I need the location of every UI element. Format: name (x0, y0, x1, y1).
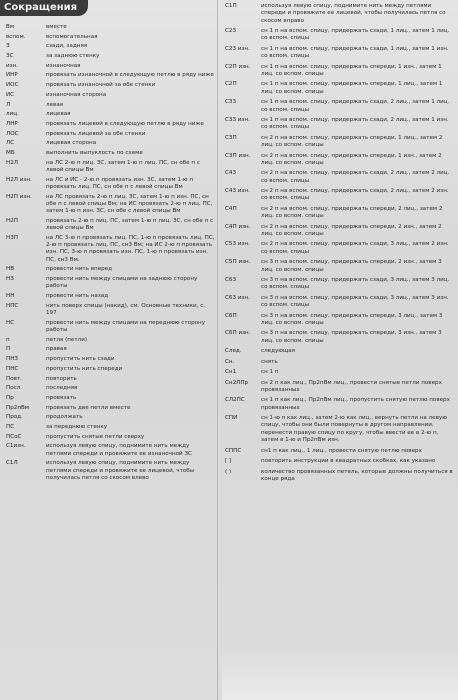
abbreviation-entry (221, 117, 455, 132)
abbreviation-entry (221, 46, 455, 61)
abbreviation-term: След. (225, 348, 242, 355)
abbreviation-definition: продолжать (46, 414, 83, 421)
abbreviation-entry (221, 369, 455, 376)
abbreviation-term: С63 (225, 277, 237, 284)
abbreviation-entry (221, 259, 455, 274)
abbreviation-entry (2, 92, 216, 99)
abbreviation-term: Повт. (6, 375, 22, 382)
abbreviation-term: С23 изн. (225, 45, 250, 52)
abbreviation-term: ИОС (6, 82, 19, 89)
abbreviation-term: Н3П (6, 234, 18, 241)
abbreviation-term: Посл. (6, 385, 23, 392)
abbreviation-entry (2, 24, 216, 31)
abbreviation-definition: сн 1 п как лиц., Пр2пВм лиц., пропустить снятую петлю поверх провязанных (261, 397, 450, 411)
abbreviation-definition: лицевая сторона (46, 140, 97, 147)
abbreviation-definition: сн 1 п на вспом. спицу, придержать сзади, 1 лиц., затем 1 изн. со вспом. спицы (261, 45, 449, 60)
abbreviation-entry (2, 405, 216, 412)
abbreviation-definition: сн 1 п на вспом. спицу, придержать спереди, 1 лиц., затем 1 лиц. со вспом. спицы (261, 81, 443, 95)
abbreviation-definition: провязать 2-ю п лиц. ПС, затем 1-ю п лиц. ЗС, сн обе п с левой спицы Вм (46, 217, 214, 232)
abbreviation-definition: сн 1 п на вспом. спицу, придержать сзади, 2 лиц., затем 1 лиц. со вспом. спицы (261, 99, 450, 113)
abbreviation-term: ( ) (225, 468, 232, 475)
abbreviation-definition: сн 3 п на вспом. спицу, придержать спереди, 2 изн., затем 3 лиц. со вспом. спицы (261, 259, 442, 273)
abbreviation-entry (221, 188, 455, 203)
abbreviation-term: ЛОС (6, 130, 19, 137)
abbreviation-term: С33 изн. (225, 116, 250, 123)
abbreviation-entry (221, 415, 455, 444)
abbreviation-definition: выполнить выпуклость по схеме (46, 149, 143, 156)
abbreviation-definition: провести нить между спицами на заднюю сторону работы (46, 276, 198, 290)
abbreviation-definition: провязать изнаночной за обе стенки (46, 82, 156, 89)
abbreviation-definition: сн 2 п как лиц., Пр2пВм лиц., провести снятые петли поверх провязанных (261, 379, 442, 393)
abbreviation-definition: сн 3 п на вспом. спицу, придержать сзади, 3 лиц., затем 3 изн. со вспом. спицы (261, 294, 449, 309)
abbreviation-entry (2, 366, 216, 373)
abbreviation-entry (2, 102, 216, 109)
abbreviation-definition: петля (петли) (46, 336, 88, 343)
abbreviation-entry (2, 414, 216, 421)
abbreviation-definition: сн 1 п на вспом. спицу, придержать сзади, 2 лиц., затем 1 изн. со вспом. спицы (261, 116, 449, 131)
abbreviation-term: Прод. (6, 414, 23, 421)
abbreviation-entry (221, 397, 455, 412)
abbreviation-term: С33 (225, 99, 237, 106)
abbreviation-definition: пропустить снятые петли сверху (46, 433, 145, 440)
abbreviation-entry (2, 82, 216, 89)
abbreviation-definition: провязать (46, 394, 77, 401)
abbreviation-entry (2, 194, 216, 216)
abbreviation-term: изн. (6, 62, 19, 69)
abbreviation-term: ПНС (6, 365, 19, 372)
abbreviation-definition: провязать изнаночной в следующую петлю в ряду ниже (46, 72, 214, 79)
abbreviation-term: ПНЗ (6, 356, 18, 363)
abbreviation-entry (221, 64, 455, 79)
abbreviation-entry (221, 295, 455, 310)
abbreviation-term: ЛНР (6, 120, 18, 127)
abbreviation-term: С43 изн. (225, 188, 250, 195)
abbreviation-entry (2, 395, 216, 402)
abbreviation-definition: повторить инструкции в квадратных скобках, как указано (261, 458, 436, 465)
abbreviation-entry (2, 34, 216, 41)
abbreviation-term: ПСоС (6, 433, 22, 440)
abbreviation-term: НПС (6, 302, 19, 309)
abbreviation-definition: за заднюю стенку (46, 53, 100, 60)
abbreviation-definition: провязать лицевой за обе стенки (46, 130, 146, 137)
abbreviation-term: вспом. (6, 33, 26, 40)
abbreviation-definition: на ЛС и ИС - 2-ю п провязать изн. ЗС, затем 1-ю п провязать лиц. ПС, сн обе п с левой спицы Вм (46, 176, 194, 190)
abbreviation-term: Сн2ЛПр (225, 379, 249, 386)
abbreviation-term: С23 (225, 28, 237, 35)
abbreviation-term: НН (6, 293, 15, 300)
abbreviation-term: С63 изн. (225, 294, 250, 301)
abbreviation-definition: сн 3 п на вспом. спицу, придержать спереди, 3 лиц., затем 3 лиц. со вспом. спицы (261, 312, 443, 326)
column-divider (217, 0, 218, 700)
abbreviation-definition: сн 1-ю п как лиц., затем 2-ю как лиц., вернуть петли на левую спицу, чтобы они были повернуты в другом направлении, перенести правую спицу по кругу, чтобы ввести ее в 2-ю п, затем в 1-ю и Пр2пВм изн. (261, 415, 447, 444)
abbreviation-definition: провести нить между спицами на переднюю сторону работы (46, 319, 206, 334)
abbreviation-definition: на ЛС 2-ю п лиц. ЗС, затем 1-ю п лиц. ПС, сн обе п с левой спицы Вм (46, 159, 200, 173)
abbreviation-definition: используя левую спицу, поднимите нить между петлями спереди и провяжите ее лицевой, чтобы получилась петля со скосом вправо (261, 3, 446, 24)
abbreviation-term: НВ (6, 266, 15, 273)
abbreviation-entry (2, 140, 216, 147)
abbreviation-definition: сн 2 п на вспом. спицу, придержать спереди, 1 изн., затем 2 лиц. со вспом. спицы (261, 152, 442, 166)
abbreviation-term: С6П (225, 312, 237, 319)
abbreviation-entry (2, 276, 216, 291)
section-title: Сокращения (0, 0, 88, 16)
abbreviation-entry (221, 330, 455, 345)
abbreviation-entry (221, 348, 455, 355)
abbreviation-definition: вспомогательная (46, 33, 98, 40)
abbreviation-definition: лицевая (46, 111, 71, 118)
abbreviation-entry (221, 458, 455, 465)
abbreviation-term: С1Л (6, 460, 18, 467)
abbreviation-entry (221, 81, 455, 96)
abbreviation-entry (2, 356, 216, 363)
abbreviation-term: ИНР (6, 72, 18, 79)
abbreviation-term: СЛ2ПС (225, 397, 245, 404)
abbreviation-entry (221, 241, 455, 256)
abbreviation-definition: правая (46, 346, 67, 353)
abbreviation-term: С2П изн. (225, 63, 251, 70)
abbreviation-definition: последняя (46, 385, 78, 392)
abbreviation-entry (221, 313, 455, 328)
abbreviation-definition: изнаночная сторона (46, 91, 107, 98)
abbreviations-left-column (2, 24, 216, 485)
abbreviation-definition: левая (46, 101, 64, 108)
abbreviation-entry (2, 266, 216, 273)
abbreviation-entry (221, 3, 455, 25)
abbreviation-definition: сн 2 п на вспом. спицу, придержать сзади, 3 лиц., затем 2 изн. со вспом. спицы (261, 241, 449, 255)
abbreviation-term: С5П изн. (225, 259, 251, 266)
abbreviation-term: НС (6, 319, 15, 326)
abbreviation-entry (2, 235, 216, 264)
abbreviation-entry (2, 434, 216, 441)
abbreviation-term: Вм (6, 24, 15, 30)
abbreviation-definition: сн 1 п на вспом. спицу, придержать спереди, 1 изн., затем 1 лиц. со вспом. спицы (261, 63, 442, 77)
abbreviation-entry (2, 121, 216, 128)
abbreviation-definition: провязать две петли вместе (46, 404, 131, 411)
abbreviation-term: Сн. (225, 358, 235, 365)
abbreviation-definition: вместе (46, 24, 67, 30)
abbreviation-definition: сн 2 п на вспом. спицу, придержать спереди, 2 лиц., затем 2 лиц. со вспом. спицы (261, 205, 443, 220)
abbreviation-term: С4П (225, 205, 237, 212)
abbreviation-term: ЗС (6, 53, 14, 60)
abbreviation-term: ЛС (6, 140, 15, 147)
abbreviation-term: Л (6, 101, 11, 108)
abbreviation-entry (221, 380, 455, 395)
abbreviation-entry (2, 150, 216, 157)
abbreviation-term: ИС (6, 91, 15, 98)
abbreviation-term: Пр (6, 394, 14, 401)
abbreviation-term: Пр2пВм (6, 404, 30, 411)
page-edge-fade (222, 646, 458, 700)
abbreviation-definition: сн 1 п (261, 369, 279, 376)
abbreviation-entry (2, 346, 216, 353)
abbreviation-definition: пропустить нить сзади (46, 356, 115, 363)
abbreviation-term: С43 (225, 170, 237, 177)
abbreviation-entry (2, 131, 216, 138)
abbreviation-definition: провязать лицевой в следующую петлю в ряду ниже (46, 120, 204, 127)
abbreviation-term: Н2П (6, 217, 18, 224)
abbreviation-definition: количество провязанных петель, которые должны получиться в конце ряда (261, 468, 453, 482)
abbreviation-term: Сн1 (225, 369, 237, 376)
abbreviations-right-column (221, 3, 455, 486)
abbreviation-term: С2П (225, 81, 237, 88)
abbreviation-entry (221, 170, 455, 185)
abbreviation-entry (2, 53, 216, 60)
abbreviation-definition: сн 2 п на вспом. спицу, придержать спереди, 2 изн., затем 2 лиц. со вспом. спицы (261, 223, 442, 237)
abbreviation-term: С1П (225, 3, 237, 9)
abbreviation-entry (221, 469, 455, 484)
abbreviation-definition: на ЛС 3-ю п провязать лиц. ПС, 1-ю п провязать лиц. ПС, 2-ю п провязать лиц. ПС, сн3 Вм; на ИС 2-ю п провязать изн. ПС, 3-ю п провязать изн. ПС, 1-ю п провязать изн. ПС, сн3 Вм. (46, 234, 215, 263)
abbreviation-definition: сн 1 п на вспом. спицу, придержать сзади, 1 лиц., затем 1 лиц. со вспом. спицы (261, 28, 450, 42)
abbreviation-entry (221, 277, 455, 292)
abbreviation-entry (221, 206, 455, 221)
abbreviation-definition: сн 2 п на вспом. спицу, придержать спереди, 1 лиц., затем 2 лиц. со вспом. спицы (261, 134, 443, 149)
abbreviation-entry (2, 376, 216, 383)
abbreviation-entry (221, 99, 455, 114)
abbreviation-definition: изнаночная (46, 62, 81, 69)
abbreviation-term: СППС (225, 447, 242, 454)
abbreviation-term: МБ (6, 149, 15, 156)
abbreviation-entry (221, 135, 455, 150)
abbreviation-term: п (6, 336, 10, 343)
abbreviation-term: НЗ (6, 276, 14, 283)
abbreviation-entry (2, 443, 216, 458)
abbreviation-term: [ ] (225, 458, 232, 465)
abbreviation-term: С53 изн. (225, 241, 250, 248)
abbreviation-term: СПИ (225, 415, 238, 422)
abbreviation-entry (2, 320, 216, 335)
abbreviation-term: С3П (225, 134, 237, 141)
abbreviation-definition: на ЛС провязать 2-ю п лиц. ЗС, затем 1-ю п изн. ПС, сн обе п с левой спицы Вм; на ИС провязать 2-ю п лиц. ПС, затем 1-ю п изн. ЗС, сн обе с левой спицы Вм (46, 193, 213, 215)
abbreviation-term: Н2Л изн. (6, 176, 32, 183)
abbreviation-term: П (6, 346, 11, 353)
abbreviation-definition: сн 2 п на вспом. спицу, придержать сзади, 2 лиц., затем 2 изн. со вспом. спицы (261, 188, 449, 202)
abbreviation-definition: провести нить назад (46, 293, 109, 300)
abbreviation-definition: повторить (46, 375, 77, 382)
abbreviation-definition: провести нить вперед (46, 266, 112, 273)
abbreviation-definition: снять (261, 358, 278, 365)
abbreviation-definition: пропустить нить спереди (46, 365, 123, 372)
abbreviation-term: С1изн. (6, 443, 26, 450)
abbreviation-entry (2, 111, 216, 118)
abbreviation-entry (2, 460, 216, 482)
abbreviation-entry (2, 160, 216, 175)
abbreviation-entry (221, 359, 455, 366)
abbreviation-entry (2, 293, 216, 300)
abbreviation-term: ПС (6, 423, 15, 430)
abbreviation-entry (2, 303, 216, 318)
abbreviation-entry (2, 63, 216, 70)
abbreviation-entry (2, 385, 216, 392)
abbreviation-term: С3П изн. (225, 152, 251, 159)
abbreviation-entry (2, 218, 216, 233)
abbreviation-definition: следующая (261, 348, 296, 355)
abbreviation-definition: сн 3 п на вспом. спицу, придержать спереди, 3 изн., затем 3 лиц. со вспом. спицы (261, 330, 442, 344)
abbreviation-definition: сзади, задняя (46, 43, 88, 50)
abbreviation-definition: сн 2 п на вспом. спицу, придержать сзади, 2 лиц., затем 2 лиц. со вспом. спицы (261, 170, 450, 184)
abbreviation-entry (2, 177, 216, 192)
abbreviation-entry (2, 72, 216, 79)
abbreviation-entry (221, 448, 455, 455)
abbreviation-definition: сн 3 п на вспом. спицу, придержать сзади, 3 лиц., затем 3 лиц. со вспом. спицы (261, 277, 450, 291)
abbreviation-term: С6П изн. (225, 330, 251, 337)
abbreviation-definition: нить поверх спицы (накид), см. Основные техники, с. 197 (46, 302, 206, 317)
abbreviation-definition: за переднюю стенку (46, 423, 108, 430)
abbreviation-term: Н2Л (6, 159, 18, 166)
abbreviation-definition: используя левую спицу, поднимите нить между петлями спереди и провяжите ее изнаночной ЗС (46, 443, 192, 457)
abbreviation-term: З (6, 43, 10, 50)
abbreviation-term: Н2П изн. (6, 193, 32, 200)
abbreviation-definition: сн1 п как лиц., 1 лиц., провести снятую петлю поверх (261, 447, 422, 454)
abbreviation-term: С4П изн. (225, 223, 251, 230)
abbreviation-term: лиц. (6, 111, 19, 118)
abbreviation-entry (2, 43, 216, 50)
abbreviation-entry (2, 337, 216, 344)
abbreviation-entry (221, 153, 455, 168)
abbreviation-entry (2, 424, 216, 431)
abbreviation-entry (221, 28, 455, 43)
abbreviation-definition: используя левую спицу, поднимите нить между петлями спереди и провяжите ее лицевой, чтобы получилась петля со скосом влево (46, 460, 195, 481)
abbreviation-entry (221, 224, 455, 239)
